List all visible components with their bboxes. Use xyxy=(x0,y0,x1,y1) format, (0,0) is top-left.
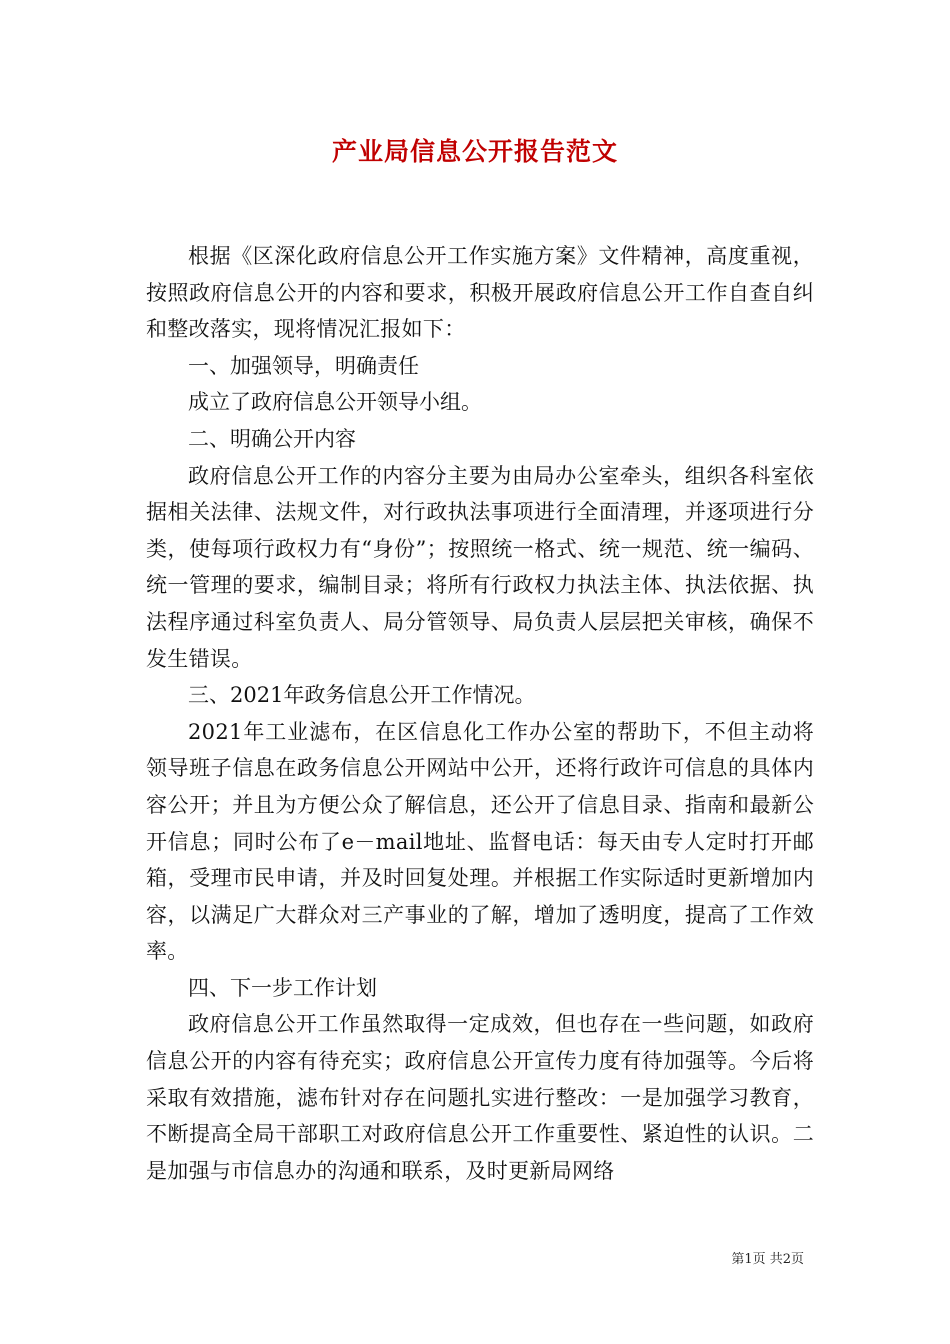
paragraph-leadership-group: 成立了政府信息公开领导小组。 xyxy=(188,390,482,415)
document-body xyxy=(146,238,814,1189)
paragraph-intro: 根据《区深化政府信息公开工作实施方案》文件精神，高度重视，按照政府信息公开的内容和要求，积极开展政府信息公开工作自查自纠和整改落实，现将情况汇报如下： xyxy=(146,244,814,342)
section-heading-4: 四、下一步工作计划 xyxy=(188,975,377,1000)
document-title: 产业局信息公开报告范文 xyxy=(331,137,618,166)
page-number: 第1页 共2页 xyxy=(731,1252,804,1267)
paragraph-2021-work: 2021年工业滤布，在区信息化工作办公室的帮助下，不但主动将领导班子信息在政务信息公开网站中公开，还将行政许可信息的具体内容公开；并且为方便公众了解信息，还公开了信息目录、指南和最新公开信息；同时公布了e－mail地址、监督电话：每天由专人定时打开邮箱，受理市民申请，并及时回复处理。并根据工作实际适时更新增加内容，以满足广大群众对三产事业的了解，增加了透明度，提高了工作效率。 xyxy=(146,719,814,964)
paragraph-next-steps: 政府信息公开工作虽然取得一定成效，但也存在一些问题，如政府信息公开的内容有待充实；政府信息公开宣传力度有待加强等。今后将采取有效措施，滤布针对存在问题扎实进行整改：一是加强学习教育，不断提高全局干部职工对政府信息公开工作重要性、紧迫性的认识。二是加强与市信息办的沟通和联系，及时更新局网络 xyxy=(146,1012,814,1183)
section-heading-2: 二、明确公开内容 xyxy=(188,426,356,451)
paragraph-content-scope: 政府信息公开工作的内容分主要为由局办公室牵头，组织各科室依据相关法律、法规文件，对行政执法事项进行全面清理，并逐项进行分类，使每项行政权力有“身份”；按照统一格式、统一规范、统一编码、统一管理的要求，编制目录；将所有行政权力执法主体、执法依据、执法程序通过科室负责人、局分管领导、局负责人层层把关审核，确保不发生错误。 xyxy=(146,463,814,671)
section-heading-3: 三、2021年政务信息公开工作情况。 xyxy=(188,683,536,708)
section-heading-1: 一、加强领导，明确责任 xyxy=(188,353,419,378)
